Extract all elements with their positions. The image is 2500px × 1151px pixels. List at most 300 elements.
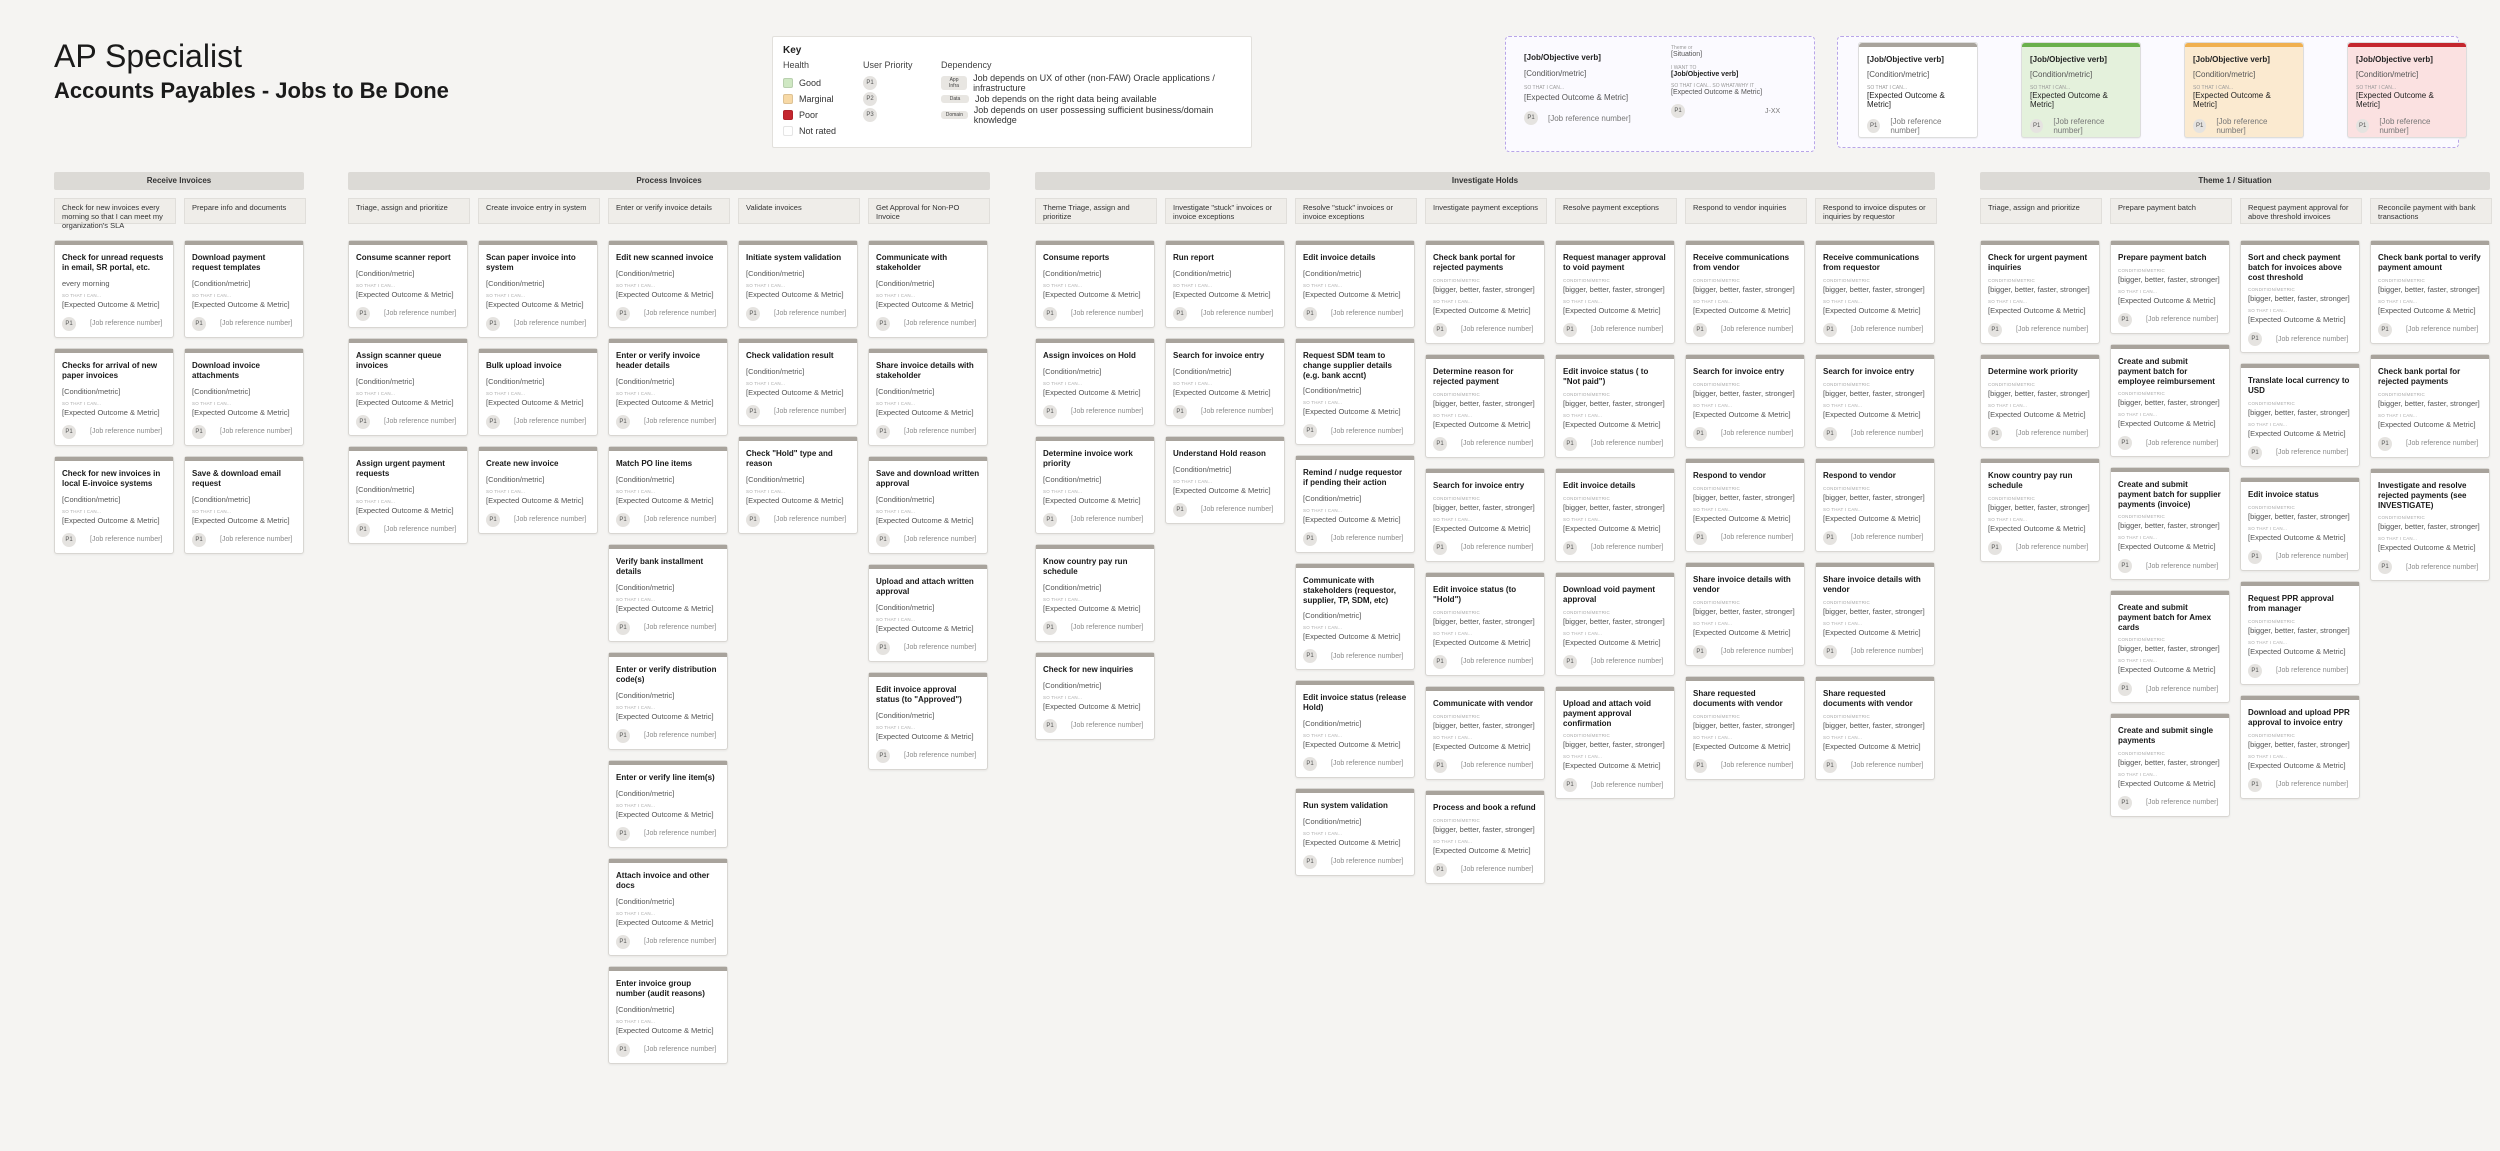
card-title: Initiate system validation	[746, 253, 842, 262]
job-card[interactable]	[1425, 686, 1545, 780]
card-ref: [Job reference number]	[1591, 326, 1664, 333]
health-color-strip	[1981, 459, 2099, 463]
health-color-strip	[2241, 582, 2359, 586]
priority-badge: P1	[2030, 119, 2043, 133]
job-card[interactable]	[1685, 562, 1805, 666]
card-title: Upload and attach void payment approval confirmation	[1563, 699, 1652, 728]
priority-badge: P1	[1693, 531, 1707, 545]
card-outcome: [Expected Outcome & Metric]	[2118, 665, 2216, 675]
job-card[interactable]	[1425, 572, 1545, 676]
card-ref: [Job reference number]	[1331, 858, 1404, 866]
card-condition: [Condition/metric]	[746, 366, 805, 376]
card-condition: [bigger, better, faster, stronger]	[1693, 492, 1795, 502]
job-card[interactable]	[2240, 363, 2360, 467]
job-card[interactable]	[2110, 590, 2230, 703]
job-card[interactable]	[2240, 240, 2360, 353]
job-card[interactable]	[1035, 652, 1155, 740]
health-color-strip	[1166, 241, 1284, 245]
card-outcome: [Expected Outcome & Metric]	[2193, 91, 2271, 109]
job-card[interactable]	[2110, 713, 2230, 817]
job-card[interactable]	[608, 760, 728, 848]
card-footer	[1303, 307, 1407, 321]
card-footer	[1303, 424, 1407, 438]
card-outcome: [Expected Outcome & Metric]	[1693, 305, 1791, 315]
card-footer	[1043, 513, 1147, 527]
card-condition: [Condition/metric]	[486, 278, 545, 288]
card-so-that: SO THAT I CAN...	[876, 292, 916, 298]
card-condition-label: CONDITION/METRIC	[1563, 277, 1610, 283]
card-title: Check for new inquiries	[1043, 665, 1134, 674]
health-color-strip	[479, 447, 597, 451]
card-footer	[1173, 503, 1277, 517]
template-cond: [Condition/metric]	[1524, 69, 1587, 78]
health-color-strip	[739, 437, 857, 441]
card-footer	[1563, 778, 1667, 792]
priority-badge: P1	[2248, 778, 2262, 792]
job-card[interactable]	[868, 240, 988, 338]
job-card[interactable]	[1815, 562, 1935, 666]
card-outcome: [Expected Outcome & Metric]	[1043, 701, 1141, 711]
card-title: Determine invoice work priority	[1043, 449, 1133, 468]
dependency-tag: Data	[941, 95, 969, 103]
job-card[interactable]	[2240, 695, 2360, 799]
job-card[interactable]	[1815, 240, 1935, 344]
card-ref: [Job reference number]	[904, 752, 977, 759]
job-card[interactable]	[1425, 790, 1545, 884]
card-outcome: [Expected Outcome & Metric]	[616, 809, 714, 819]
job-card[interactable]	[1035, 436, 1155, 534]
job-card[interactable]	[2370, 354, 2490, 458]
card-outcome: [Expected Outcome & Metric]	[1563, 419, 1661, 429]
card-so-that: SO THAT I CAN...	[1303, 400, 1343, 406]
card-footer	[192, 533, 296, 547]
card-title: Search for invoice entry	[1433, 481, 1525, 490]
card-so-that: SO THAT I CAN...	[1043, 380, 1083, 386]
job-card[interactable]	[348, 240, 468, 328]
card-outcome: [Expected Outcome & Metric]	[1693, 741, 1791, 751]
card-outcome: [Expected Outcome & Metric]	[2378, 419, 2476, 429]
job-card[interactable]	[608, 338, 728, 436]
side-small: Theme or	[1671, 45, 1693, 51]
card-ref: [Job reference number]	[1071, 516, 1144, 523]
card-footer	[2378, 437, 2482, 451]
dependency-header: Dependency	[941, 60, 992, 70]
card-ref: [Job reference number]	[1591, 781, 1664, 789]
job-card[interactable]	[1295, 455, 1415, 553]
priority-badge: P1	[1173, 503, 1187, 517]
card-title: Communicate with stakeholder	[876, 253, 948, 272]
card-so-that: SO THAT I CAN...	[1693, 298, 1733, 304]
health-color-strip	[609, 241, 727, 245]
card-title: Understand Hold reason	[1173, 449, 1266, 458]
card-ref: [Job reference number]	[2016, 544, 2089, 551]
card-so-that: SO THAT I CAN...	[2248, 525, 2288, 531]
priority-badge: P1	[1524, 111, 1538, 125]
job-card[interactable]	[478, 446, 598, 534]
job-card[interactable]	[738, 240, 858, 328]
card-condition: [Condition/metric]	[2030, 70, 2093, 79]
card-condition: [bigger, better, faster, stronger]	[2248, 625, 2350, 635]
card-so-that: SO THAT I CAN...	[1988, 516, 2028, 522]
health-color-strip	[869, 673, 987, 677]
card-so-that: SO THAT I CAN...	[1693, 734, 1733, 740]
card-condition: [Condition/metric]	[616, 788, 675, 798]
card-outcome: [Expected Outcome & Metric]	[192, 299, 290, 309]
card-condition-label: CONDITION/METRIC	[2118, 750, 2165, 756]
health-color-strip	[55, 349, 173, 353]
job-card[interactable]	[1685, 240, 1805, 344]
health-color-strip	[1426, 791, 1544, 795]
card-title: Upload and attach written approval	[876, 577, 974, 596]
card-title: Match PO line items	[616, 459, 693, 468]
job-card[interactable]	[1165, 240, 1285, 328]
card-condition: [Condition/metric]	[1867, 70, 1930, 79]
job-card[interactable]	[1980, 354, 2100, 448]
card-ref: [Job reference number]	[904, 644, 977, 651]
job-card[interactable]	[1425, 468, 1545, 562]
card-so-that: SO THAT I CAN...	[356, 498, 396, 504]
job-card[interactable]	[54, 240, 174, 338]
card-ref: [Job reference number]	[1461, 544, 1534, 552]
job-card[interactable]	[608, 966, 728, 1064]
health-color-strip	[609, 447, 727, 451]
health-color-strip	[1816, 677, 1934, 681]
card-outcome: [Expected Outcome & Metric]	[2378, 305, 2476, 315]
card-outcome: [Expected Outcome & Metric]	[1173, 289, 1271, 299]
health-color-strip	[1036, 339, 1154, 343]
priority-legend-item	[863, 91, 941, 107]
priority-badge: P1	[616, 415, 630, 429]
job-card[interactable]	[2110, 344, 2230, 457]
card-condition-label: CONDITION/METRIC	[2378, 515, 2425, 521]
card-outcome: [Expected Outcome & Metric]	[616, 495, 714, 505]
job-card[interactable]	[478, 240, 598, 338]
card-title: Edit invoice status (to "Hold")	[1433, 585, 1517, 604]
card-title: Share invoice details with stakeholder	[876, 361, 974, 380]
priority-badge: P1	[1988, 427, 2002, 441]
priority-badge: P1	[2118, 313, 2132, 327]
card-ref: [Job reference number]	[2276, 667, 2349, 674]
priority-badge: P1	[1563, 437, 1577, 451]
card-ref: [Job reference number]	[774, 516, 847, 523]
job-card[interactable]	[54, 456, 174, 554]
card-so-that: SO THAT I CAN...	[746, 282, 786, 288]
card-so-that: SO THAT I CAN...	[1563, 630, 1603, 636]
card-ref: [Job reference number]	[1331, 652, 1404, 660]
job-card[interactable]	[2110, 467, 2230, 580]
health-color-strip	[1686, 355, 1804, 359]
job-card[interactable]	[1815, 676, 1935, 780]
job-card[interactable]	[184, 348, 304, 446]
card-condition: [bigger, better, faster, stronger]	[2118, 274, 2220, 284]
card-condition: [bigger, better, faster, stronger]	[1823, 284, 1925, 294]
card-ref: [Job reference number]	[1201, 310, 1274, 318]
card-so-that: SO THAT I CAN...	[876, 616, 916, 622]
job-card[interactable]	[2370, 468, 2490, 581]
card-footer	[1303, 757, 1407, 771]
job-card[interactable]	[1295, 563, 1415, 670]
health-color-strip	[1426, 355, 1544, 359]
card-so-that: SO THAT I CAN...	[486, 390, 526, 396]
card-title: Receive communications from requestor	[1823, 253, 1920, 272]
card-condition: [Condition/metric]	[1043, 680, 1102, 690]
card-outcome: [Expected Outcome & Metric]	[2030, 91, 2108, 109]
priority-badge: P1	[1043, 307, 1057, 321]
card-title: Create new invoice	[486, 459, 559, 468]
job-card[interactable]	[608, 652, 728, 750]
job-card[interactable]	[868, 456, 988, 554]
job-card[interactable]	[1555, 468, 1675, 562]
job-card[interactable]	[738, 436, 858, 534]
card-title: Know country pay run schedule	[1988, 471, 2073, 490]
job-card[interactable]	[2240, 477, 2360, 571]
card-condition: [Condition/metric]	[616, 896, 675, 906]
card-footer	[1563, 655, 1667, 669]
health-color-strip	[1166, 339, 1284, 343]
card-condition: [bigger, better, faster, stronger]	[1823, 606, 1925, 616]
health-color-strip	[55, 457, 173, 461]
card-so-that: SO THAT I CAN...	[1823, 402, 1863, 408]
card-outcome: [Expected Outcome & Metric]	[1988, 409, 2086, 419]
card-ref: [Job reference number]	[514, 320, 587, 327]
job-card[interactable]	[2110, 240, 2230, 334]
health-color-strip	[1296, 789, 1414, 793]
card-so-that: SO THAT I CAN...	[1563, 412, 1603, 418]
health-color-strip	[609, 339, 727, 343]
health-color-strip	[1816, 241, 1934, 245]
job-card[interactable]	[1425, 240, 1545, 344]
card-footer	[1433, 437, 1537, 451]
job-card[interactable]	[1980, 458, 2100, 562]
health-color-strip	[739, 339, 857, 343]
health-color-strip	[1296, 456, 1414, 460]
priority-badge: P1	[2378, 437, 2392, 451]
job-card[interactable]	[608, 858, 728, 956]
card-footer	[1823, 645, 1927, 659]
job-card[interactable]	[54, 348, 174, 446]
card-title: Determine work priority	[1988, 367, 2078, 376]
card-condition: [Condition/metric]	[616, 582, 675, 592]
job-card[interactable]	[1295, 240, 1415, 328]
job-card[interactable]	[738, 338, 858, 426]
card-title: Download invoice attachments	[192, 361, 261, 380]
card-so-that: SO THAT I CAN...	[616, 282, 656, 288]
job-card[interactable]	[1035, 338, 1155, 426]
card-title: Run system validation	[1303, 801, 1388, 810]
health-color-strip	[2111, 714, 2229, 718]
card-ref: [Job reference number]	[220, 428, 293, 435]
card-condition: [bigger, better, faster, stronger]	[1693, 388, 1795, 398]
job-card[interactable]	[868, 348, 988, 446]
card-ref: [Job reference number]	[2146, 316, 2219, 324]
job-card[interactable]	[1555, 686, 1675, 799]
card-condition: [Condition/metric]	[876, 386, 935, 396]
card-condition: [Condition/metric]	[192, 386, 251, 396]
card-outcome: [Expected Outcome & Metric]	[2248, 760, 2346, 770]
card-outcome: [Expected Outcome & Metric]	[192, 407, 290, 417]
card-condition: [Condition/metric]	[1173, 464, 1232, 474]
card-title: Download and upload PPR approval to invoice entry	[2248, 708, 2350, 727]
card-footer	[356, 523, 460, 537]
card-footer	[1043, 719, 1147, 733]
card-outcome: [Expected Outcome & Metric]	[1693, 513, 1791, 523]
card-outcome: [Expected Outcome & Metric]	[1433, 305, 1531, 315]
card-title: Create and submit payment batch for Amex cards	[2118, 603, 2212, 632]
priority-badge: P1	[356, 415, 370, 429]
card-condition: [bigger, better, faster, stronger]	[1823, 720, 1925, 730]
card-ref: [Job reference number]	[2016, 430, 2089, 438]
health-color-strip	[2111, 591, 2229, 595]
job-card[interactable]	[184, 240, 304, 338]
card-footer	[1988, 427, 2092, 441]
card-ref: [Job reference number]	[1071, 310, 1144, 318]
card-condition: [bigger, better, faster, stronger]	[2378, 398, 2480, 408]
job-card[interactable]	[1295, 788, 1415, 876]
health-color-strip	[609, 545, 727, 549]
card-outcome: [Expected Outcome & Metric]	[1303, 632, 1401, 642]
card-so-that: SO THAT I CAN...	[2118, 771, 2158, 777]
card-so-that: SO THAT I CAN...	[356, 390, 396, 396]
priority-badge: P1	[1173, 405, 1187, 419]
card-ref: [Job reference number]	[1461, 658, 1534, 665]
job-card[interactable]	[1685, 354, 1805, 448]
priority-badge: P1	[1433, 759, 1447, 773]
job-card[interactable]	[1815, 458, 1935, 552]
job-card[interactable]	[348, 338, 468, 436]
job-card[interactable]	[1035, 240, 1155, 328]
priority-badge: P1	[1303, 532, 1317, 546]
card-footer	[2248, 664, 2352, 678]
job-card[interactable]	[1165, 436, 1285, 524]
priority-badge: P1	[1988, 541, 2002, 555]
card-ref: [Job reference number]	[1071, 722, 1144, 730]
card-so-that: SO THAT I CAN...	[1433, 630, 1473, 636]
card-title: Run report	[1173, 253, 1214, 262]
card-outcome: [Expected Outcome & Metric]	[1823, 305, 1921, 315]
card-footer	[616, 307, 720, 321]
card-title: Request SDM team to change supplier details (e.g. bank accnt)	[1303, 351, 1392, 380]
health-legend-item	[783, 123, 863, 139]
card-footer	[1823, 427, 1927, 441]
health-color-strip	[2111, 241, 2229, 245]
card-ref: [Job reference number]	[2016, 326, 2089, 333]
health-color-strip	[869, 457, 987, 461]
priority-badge: P1	[2356, 119, 2369, 133]
card-footer	[616, 729, 720, 743]
card-title: Share invoice details with vendor	[1693, 575, 1791, 594]
card-footer	[62, 425, 166, 439]
health-color-strip	[1556, 687, 1674, 691]
card-condition-label: CONDITION/METRIC	[2118, 514, 2165, 520]
card-title: Request PPR approval from manager	[2248, 594, 2334, 613]
job-card[interactable]	[608, 240, 728, 328]
job-card[interactable]	[348, 446, 468, 544]
job-column-header: Investigate "stuck" invoices or invoice exceptions	[1165, 198, 1287, 224]
job-card[interactable]	[478, 348, 598, 436]
job-card[interactable]	[1035, 544, 1155, 642]
card-condition: [bigger, better, faster, stronger]	[1563, 398, 1665, 408]
health-color-strip	[2111, 345, 2229, 349]
card-so-that: SO THAT I CAN...	[876, 724, 916, 730]
job-card[interactable]	[608, 544, 728, 642]
card-outcome: [Expected Outcome & Metric]	[1043, 495, 1141, 505]
card-title: Checks for arrival of new paper invoices	[62, 361, 158, 380]
health-legend-item	[783, 107, 863, 123]
job-card[interactable]	[1685, 458, 1805, 552]
card-condition: [Condition/metric]	[1043, 268, 1102, 278]
card-title: Edit invoice details	[1303, 253, 1376, 262]
job-column-header: Request payment approval for above threshold invoices	[2240, 198, 2362, 224]
card-ref: [Job reference number]	[1071, 624, 1144, 631]
card-ref: [Job reference number]	[1201, 506, 1274, 514]
job-card[interactable]	[1980, 240, 2100, 344]
card-footer	[616, 513, 720, 527]
card-title: Save and download written approval	[876, 469, 980, 488]
health-color-strip	[2241, 241, 2359, 245]
job-column-header: Theme Triage, assign and prioritize	[1035, 198, 1157, 224]
job-card[interactable]	[184, 456, 304, 554]
card-ref: [Job reference number]	[220, 320, 293, 327]
job-card[interactable]	[1555, 354, 1675, 458]
card-outcome: [Expected Outcome & Metric]	[1823, 627, 1921, 637]
card-outcome: [Expected Outcome & Metric]	[1303, 739, 1401, 749]
card-condition: [Condition/metric]	[356, 376, 415, 386]
card-ref: [Job reference number]	[1331, 427, 1404, 435]
job-card[interactable]	[1685, 676, 1805, 780]
card-ref: [Job reference number]	[644, 938, 717, 945]
card-footer	[1433, 759, 1537, 773]
health-color-strip	[609, 761, 727, 765]
job-card[interactable]	[1555, 572, 1675, 676]
job-card[interactable]	[868, 564, 988, 662]
card-ref: [Job reference number]	[644, 830, 717, 838]
card-title: Check for new invoices in local E-invoice systems	[62, 469, 161, 488]
job-card[interactable]	[1425, 354, 1545, 458]
card-footer	[1173, 307, 1277, 321]
priority-badge: P1	[2248, 446, 2262, 460]
card-condition: [Condition/metric]	[1303, 493, 1362, 503]
card-so-that: SO THAT I CAN...	[2378, 298, 2418, 304]
priority-badge: P1	[1988, 323, 2002, 337]
job-column-header: Prepare info and documents	[184, 198, 306, 224]
job-card[interactable]	[1165, 338, 1285, 426]
card-condition-label: CONDITION/METRIC	[2118, 637, 2165, 643]
job-card[interactable]	[1555, 240, 1675, 344]
card-footer	[2118, 313, 2222, 327]
priority-badge: P1	[1563, 655, 1577, 669]
job-card[interactable]	[2370, 240, 2490, 344]
job-card[interactable]	[1295, 680, 1415, 778]
job-card[interactable]	[608, 446, 728, 534]
card-ref: [Job reference number]	[2406, 326, 2479, 333]
card-condition: [Condition/metric]	[1303, 816, 1362, 826]
card-ref: [Job reference number]	[644, 418, 717, 425]
card-condition-label: CONDITION/METRIC	[1433, 495, 1480, 501]
priority-badge: P1	[1867, 119, 1880, 133]
card-so-that: SO THAT I CAN...	[746, 488, 786, 494]
job-card[interactable]	[2240, 581, 2360, 685]
job-card[interactable]	[1295, 338, 1415, 445]
job-card[interactable]	[868, 672, 988, 770]
card-title: Assign urgent payment requests	[356, 459, 445, 478]
job-card[interactable]	[1815, 354, 1935, 448]
card-outcome: [Expected Outcome & Metric]	[616, 289, 714, 299]
priority-badge: P1	[1563, 541, 1577, 555]
card-condition-label: CONDITION/METRIC	[1693, 713, 1740, 719]
card-condition-label: CONDITION/METRIC	[1433, 609, 1480, 615]
health-color-strip	[1036, 241, 1154, 245]
card-outcome: [Expected Outcome & Metric]	[2248, 532, 2346, 542]
